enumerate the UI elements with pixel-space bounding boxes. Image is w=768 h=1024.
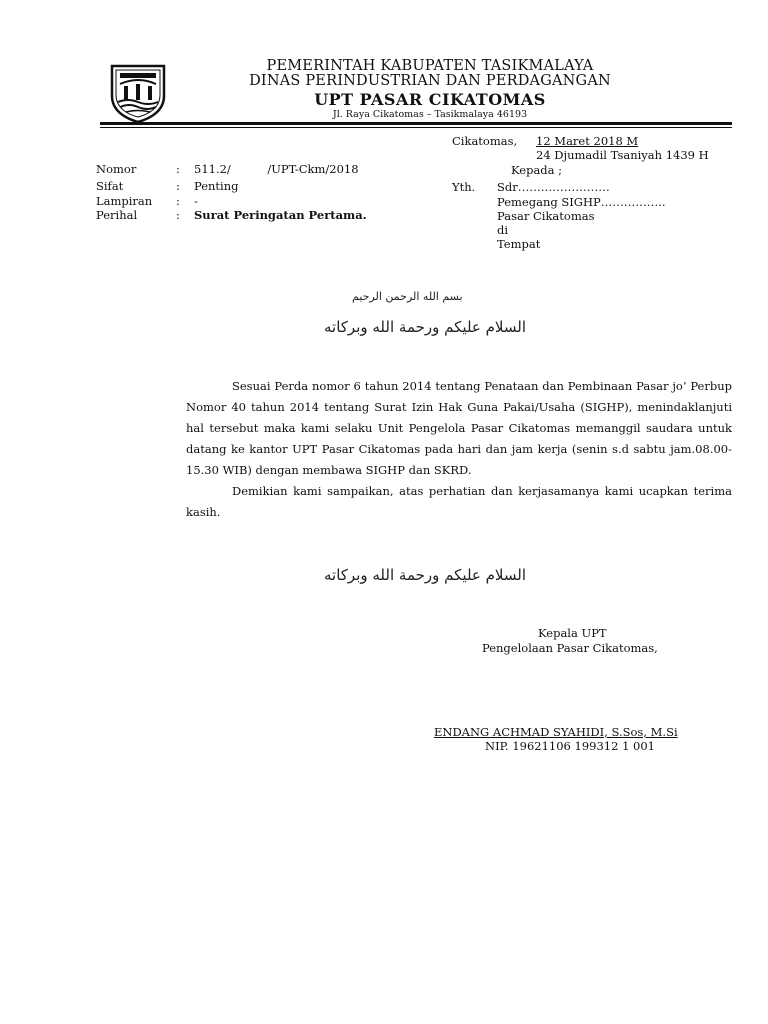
basmalah: بسم الله الرحمن الرحيم xyxy=(352,290,463,303)
nomor-colon: : xyxy=(176,162,180,176)
sifat-value: Penting xyxy=(194,179,239,193)
salam-opening: السلام عليكم ورحمة الله وبركاته xyxy=(324,318,526,336)
letterhead-rule-thick xyxy=(100,122,732,125)
lampiran-value: - xyxy=(194,194,198,208)
lampiran-label: Lampiran xyxy=(96,194,153,208)
sifat-label: Sifat xyxy=(96,179,124,193)
signatory-name: ENDANG ACHMAD SYAHIDI, S.Sos, M.Si xyxy=(434,725,678,739)
perihal-colon: : xyxy=(176,208,180,222)
recipient-tempat: Tempat xyxy=(497,237,541,251)
lampiran-colon: : xyxy=(176,194,180,208)
body-paragraph-1: Sesuai Perda nomor 6 tahun 2014 tentang Penataan dan Pembinaan Pasar jo’ Perbup Nomor 40 tahun 2014 tentang Surat Izin Hak Guna Pakai/Usaha (SIGHP), menindaklanjuti hal tersebut maka kami selaku Unit Pengelola Pasar Cikatomas memanggil saudara untuk datang ke kantor UPT Pasar Cikatomas pada hari dan jam kerja (senin s.d sabtu jam.08.00-15.30 WIB) dengan membawa SIGHP dan SKRD. xyxy=(186,379,732,477)
perihal-label: Perihal xyxy=(96,208,138,222)
letterhead-government: PEMERINTAH KABUPATEN TASIKMALAYA xyxy=(266,58,594,74)
regency-seal-logo xyxy=(106,62,170,124)
letter-body xyxy=(186,376,732,523)
date-hijri: 24 Djumadil Tsaniyah 1439 H xyxy=(536,148,709,162)
signature-title-1: Kepala UPT xyxy=(538,626,607,640)
recipient-sdr: Sdr…………………… xyxy=(497,180,610,194)
nomor-label: Nomor xyxy=(96,162,137,176)
date-place: Cikatomas, xyxy=(452,134,518,148)
perihal-value: Surat Peringatan Pertama. xyxy=(194,208,367,222)
recipient-pemegang: Pemegang SIGHP…………….. xyxy=(497,195,666,209)
recipient-di: di xyxy=(497,223,509,237)
letterhead-unit: UPT PASAR CIKATOMAS xyxy=(314,90,546,109)
recipient-pasar: Pasar Cikatomas xyxy=(497,209,595,223)
date-gregorian: 12 Maret 2018 M xyxy=(536,134,639,148)
signatory-nip: NIP. 19621106 199312 1 001 xyxy=(485,739,655,753)
body-paragraph-2: Demikian kami sampaikan, atas perhatian dan kerjasamanya kami ucapkan terima kasih. xyxy=(186,484,732,519)
recipient-kepada: Kepada ; xyxy=(511,163,563,177)
letterhead-rule-thin xyxy=(100,127,732,128)
signature-title-2: Pengelolaan Pasar Cikatomas, xyxy=(482,641,658,655)
letterhead-address: Jl. Raya Cikatomas – Tasikmalaya 46193 xyxy=(332,109,528,120)
letterhead-department: DINAS PERINDUSTRIAN DAN PERDAGANGAN xyxy=(249,73,611,89)
salam-closing: السلام عليكم ورحمة الله وبركاته xyxy=(324,566,526,584)
sifat-colon: : xyxy=(176,179,180,193)
nomor-value: 511.2/ /UPT-Ckm/2018 xyxy=(194,162,359,176)
recipient-yth: Yth. xyxy=(452,180,476,194)
